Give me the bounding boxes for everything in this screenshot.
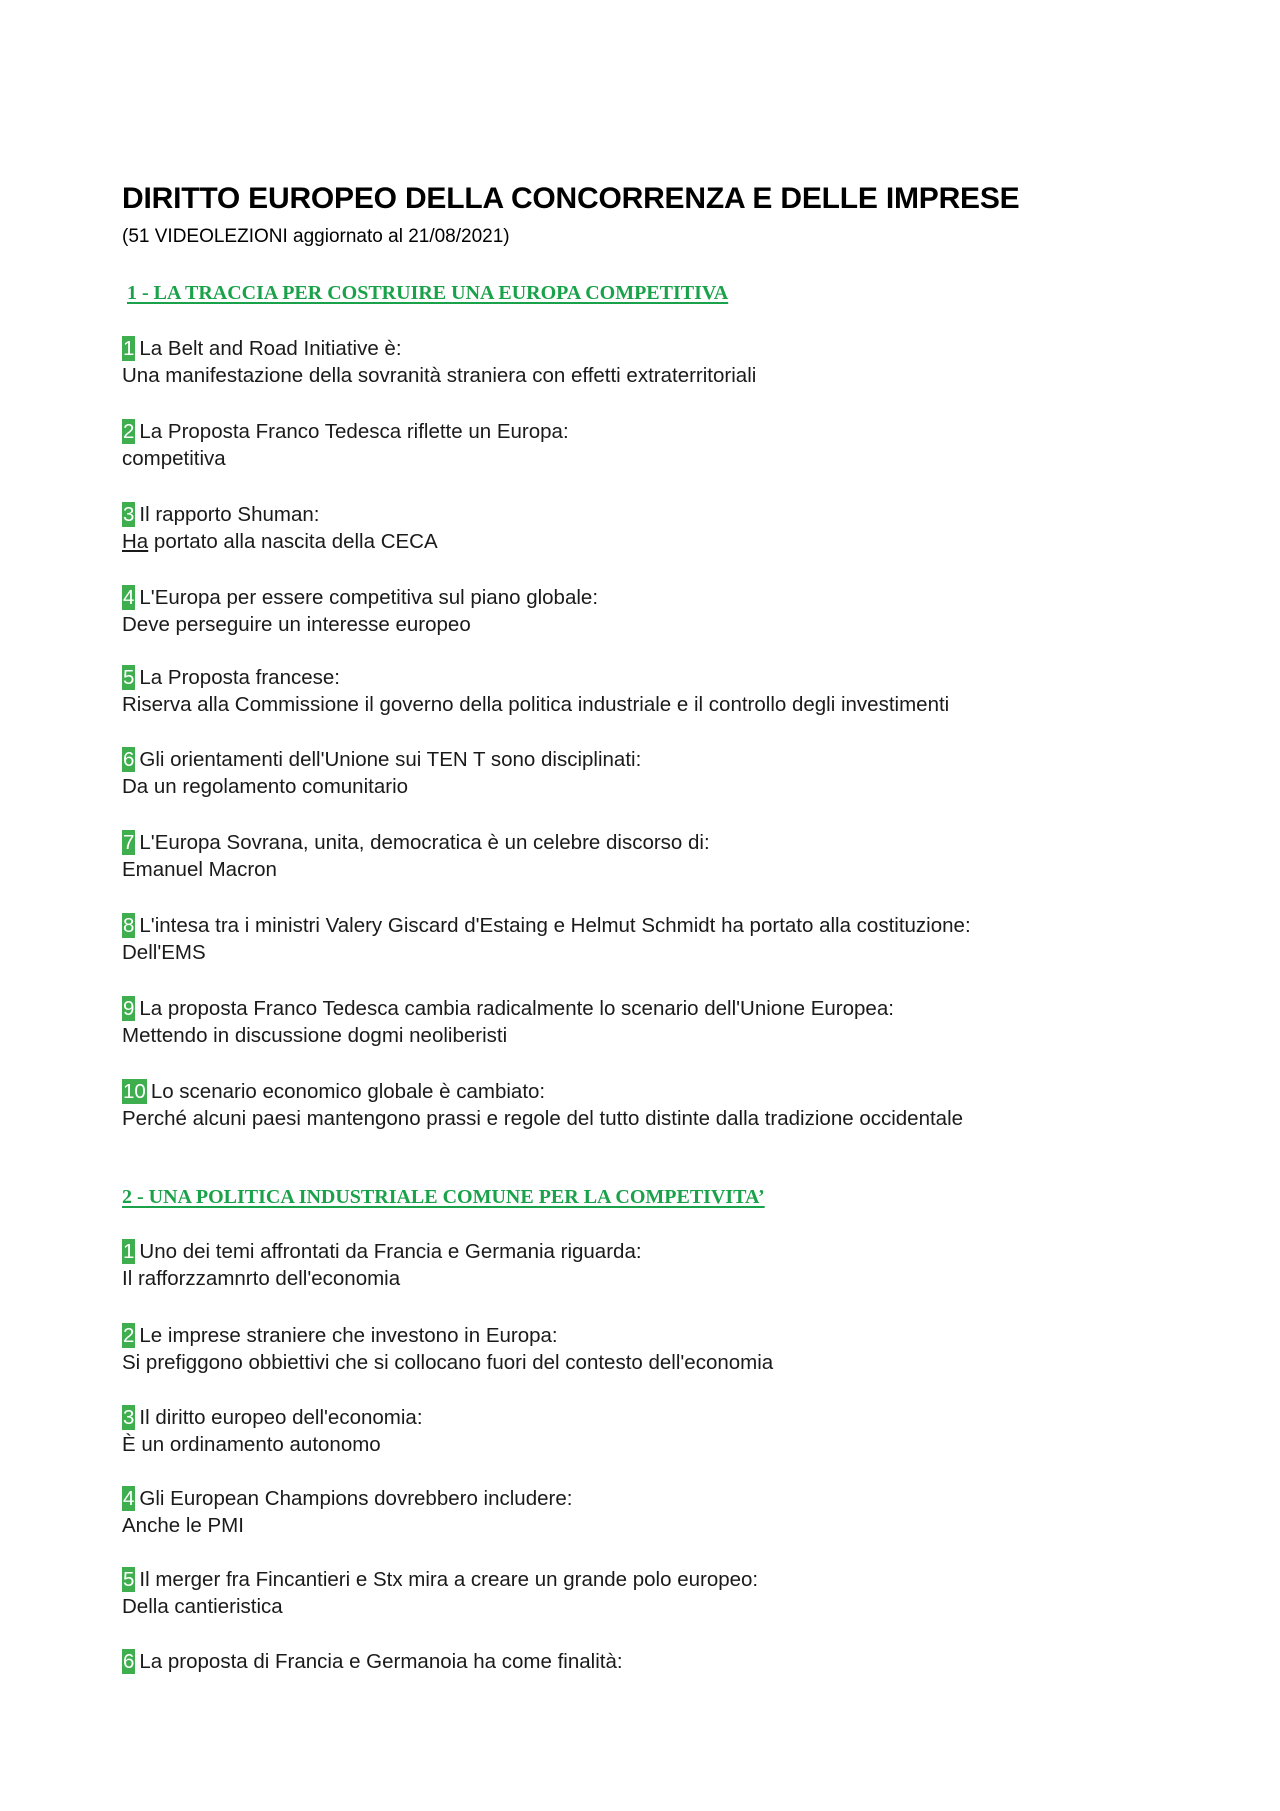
answer-text: Mettendo in discussione dogmi neoliberisti — [122, 1024, 508, 1047]
answer-text: Emanuel Macron — [122, 858, 277, 881]
answer-text: Dell'EMS — [122, 941, 206, 964]
question-item — [122, 335, 756, 389]
question-item — [122, 664, 949, 718]
question-number-badge: 10 — [123, 1080, 146, 1103]
question-item — [122, 995, 894, 1049]
answer-text: Riserva alla Commissione il governo della politica industriale e il controllo degli investimenti — [122, 693, 950, 716]
question-text: Gli European Champions dovrebbero includere: — [139, 1487, 573, 1510]
answer-text: È un ordinamento autonomo — [122, 1433, 381, 1456]
answer-text — [122, 528, 438, 555]
question-text: Uno dei temi affrontati da Francia e Germania riguarda: — [139, 1240, 642, 1263]
question-line — [122, 664, 949, 691]
answer-text: Della cantieristica — [122, 1595, 283, 1618]
answer-text: Da un regolamento comunitario — [122, 775, 409, 798]
section-heading: 2 - UNA POLITICA INDUSTRIALE COMUNE PER LA COMPETIVITA’ — [122, 1186, 765, 1208]
section-heading: 1 - LA TRACCIA PER COSTRUIRE UNA EUROPA COMPETITIVA — [127, 282, 729, 304]
question-text: L'intesa tra i ministri Valery Giscard d'Estaing e Helmut Schmidt ha portato alla costituzione: — [139, 914, 971, 937]
question-item — [122, 1238, 642, 1292]
question-line — [122, 912, 971, 939]
question-item — [122, 912, 971, 966]
answer-text: competitiva — [122, 447, 226, 470]
question-line — [122, 1238, 642, 1265]
question-text: La proposta Franco Tedesca cambia radicalmente lo scenario dell'Unione Europea: — [139, 997, 894, 1020]
question-text: La Belt and Road Initiative è: — [139, 337, 402, 360]
question-line — [122, 418, 569, 445]
question-item — [122, 829, 710, 883]
question-text: La Proposta francese: — [139, 666, 340, 689]
question-item — [122, 1648, 623, 1675]
question-number-badge: 9 — [123, 997, 135, 1020]
question-item — [122, 584, 598, 638]
question-item — [122, 746, 641, 800]
question-line — [122, 1322, 773, 1349]
question-item — [122, 1485, 572, 1539]
question-number-badge: 3 — [123, 503, 135, 526]
question-line — [122, 1566, 758, 1593]
question-number-badge: 3 — [123, 1406, 135, 1429]
question-item — [122, 501, 438, 555]
question-number-badge: 5 — [123, 666, 135, 689]
question-line — [122, 995, 894, 1022]
question-number-badge: 2 — [123, 1324, 135, 1347]
question-number-badge: 6 — [123, 748, 135, 771]
answer-text: Si prefiggono obbiettivi che si collocano fuori del contesto dell'economia — [122, 1351, 774, 1374]
question-number-badge: 4 — [123, 586, 135, 609]
question-text: Il rapporto Shuman: — [139, 503, 320, 526]
question-text: Le imprese straniere che investono in Europa: — [139, 1324, 558, 1347]
document-subtitle: (51 VIDEOLEZIONI aggiornato al 21/08/2021) — [122, 226, 510, 247]
question-text: Lo scenario economico globale è cambiato: — [150, 1080, 546, 1103]
answer-text: Una manifestazione della sovranità straniera con effetti extraterritoriali — [122, 364, 757, 387]
question-item — [122, 1566, 758, 1620]
question-item — [122, 1322, 773, 1376]
question-text: Gli orientamenti dell'Unione sui TEN T sono disciplinati: — [139, 748, 642, 771]
question-item — [122, 418, 569, 472]
question-number-badge: 7 — [123, 831, 135, 854]
question-text: Il diritto europeo dell'economia: — [139, 1406, 423, 1429]
question-number-badge: 1 — [123, 1240, 135, 1263]
answer-text: Anche le PMI — [122, 1514, 244, 1537]
question-number-badge: 8 — [123, 914, 135, 937]
question-number-badge: 4 — [123, 1487, 135, 1510]
question-item — [122, 1078, 963, 1132]
question-number-badge: 6 — [123, 1650, 135, 1673]
answer-rest: portato alla nascita della CECA — [148, 530, 438, 553]
question-item — [122, 1404, 423, 1458]
answer-text: Il rafforzzamnrto dell'economia — [122, 1267, 401, 1290]
question-text: L'Europa Sovrana, unita, democratica è un celebre discorso di: — [139, 831, 710, 854]
answer-text: Perché alcuni paesi mantengono prassi e regole del tutto distinte dalla tradizione occidentale — [122, 1107, 964, 1130]
question-number-badge: 5 — [123, 1568, 135, 1591]
question-text: La proposta di Francia e Germanoia ha come finalità: — [139, 1650, 623, 1673]
answer-text: Deve perseguire un interesse europeo — [122, 613, 471, 636]
question-text: Il merger fra Fincantieri e Stx mira a creare un grande polo europeo: — [139, 1568, 759, 1591]
answer-underlined-word: Ha — [122, 530, 149, 553]
question-number-badge: 2 — [123, 420, 135, 443]
question-text: La Proposta Franco Tedesca riflette un Europa: — [139, 420, 569, 443]
question-line — [122, 335, 756, 362]
question-line — [122, 501, 438, 528]
question-line — [122, 1404, 423, 1431]
document-title: DIRITTO EUROPEO DELLA CONCORRENZA E DELLE IMPRESE — [122, 182, 1020, 215]
question-line — [122, 1648, 623, 1675]
question-text: L'Europa per essere competitiva sul piano globale: — [139, 586, 599, 609]
question-line — [122, 746, 641, 773]
question-line — [122, 829, 710, 856]
question-line — [122, 1485, 572, 1512]
question-line — [122, 1078, 963, 1105]
question-number-badge: 1 — [123, 337, 135, 360]
question-line — [122, 584, 598, 611]
